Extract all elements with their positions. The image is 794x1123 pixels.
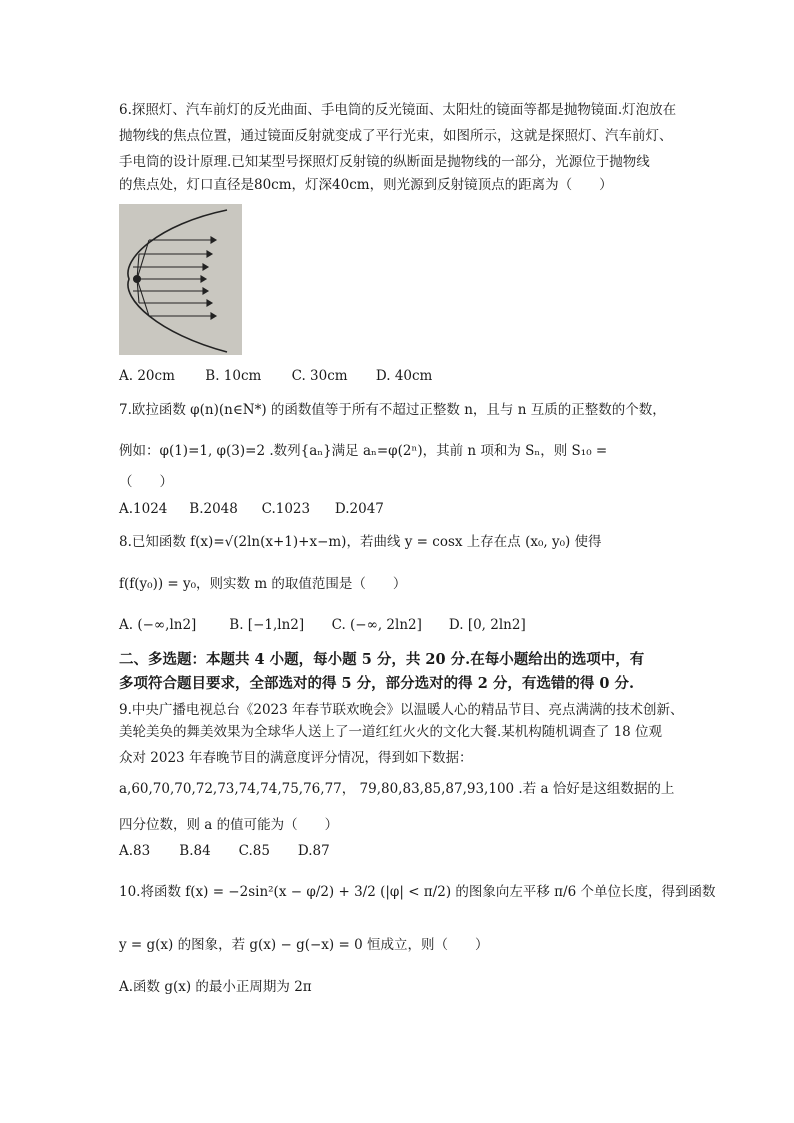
q10-line-2: y = g(x) 的图象，若 g(x) − g(−x) = 0 恒成立，则（ ） xyxy=(119,937,489,953)
q7-option-c[interactable]: C.1023 xyxy=(261,501,311,517)
q6-option-d[interactable]: D. 40cm xyxy=(375,368,433,384)
q9-option-b[interactable]: B.84 xyxy=(179,843,211,859)
q8-option-c[interactable]: C. (−∞, 2ln2] xyxy=(331,617,422,633)
q9-option-d[interactable]: D.87 xyxy=(297,843,330,859)
q9-options xyxy=(119,841,330,861)
q8-line-2: f(f(y₀)) = y₀，则实数 m 的取值范围是（ ） xyxy=(119,576,407,592)
q9-line-3: 众对 2023 年春晚节目的满意度评分情况，得到如下数据： xyxy=(119,750,473,766)
q10-line-1: 10.将函数 f(x) = −2sin²(x − φ/2) + 3/2 (|φ| < π/2) 的图象向左平移 π/6 个单位长度，得到函数 xyxy=(119,884,716,900)
q6-line-4: 的焦点处，灯口直径是80cm，灯深40cm，则光源到反射镜顶点的距离为（ ） xyxy=(119,177,613,193)
q7-line-1: 7.欧拉函数 φ(n)(n∈N*) 的函数值等于所有不超过正整数 n，且与 n 互质的正整数的个数， xyxy=(119,402,666,418)
q6-option-c[interactable]: C. 30cm xyxy=(291,368,348,384)
q7-line-3: （ ） xyxy=(119,474,173,490)
q8-line-1: 8.已知函数 f(x)=√(2ln(x+1)+x−m)，若曲线 y = cosx 上存在点 (x₀, y₀) 使得 xyxy=(119,534,602,550)
q8-option-a[interactable]: A. (−∞,ln2] xyxy=(119,617,197,633)
q8-options xyxy=(119,615,526,635)
q7-options xyxy=(119,499,384,519)
q10-option-a[interactable]: A.函数 g(x) 的最小正周期为 2π xyxy=(119,979,312,995)
q6-options xyxy=(119,366,432,386)
q9-line-1: 9.中央广播电视总台《2023 年春节联欢晚会》以温暖人心的精品节目、亮点满满的技术创新、 xyxy=(119,702,684,718)
parabola-diagram xyxy=(119,204,242,355)
q6-option-b[interactable]: B. 10cm xyxy=(205,368,262,384)
q9-option-a[interactable]: A.83 xyxy=(119,843,151,859)
section-heading-line-1: 二、多选题：本题共 4 小题，每小题 5 分，共 20 分.在每小题给出的选项中，有 xyxy=(119,651,645,668)
q9-line-4: a,60,70,70,72,73,74,74,75,76,77， 79,80,83,85,87,93,100 .若 a 恰好是这组数据的上 xyxy=(119,781,675,797)
q8-option-b[interactable]: B. [−1,ln2] xyxy=(229,617,305,633)
q6-line-2: 抛物线的焦点位置，通过镜面反射就变成了平行光束，如图所示，这就是探照灯、汽车前灯、 xyxy=(119,128,673,144)
q7-option-d[interactable]: D.2047 xyxy=(334,501,384,517)
q7-option-a[interactable]: A.1024 xyxy=(119,501,168,517)
q6-line-1: 6.探照灯、汽车前灯的反光曲面、手电筒的反光镜面、太阳灶的镜面等都是抛物镜面.灯泡放在 xyxy=(119,102,677,118)
section-heading-line-2: 多项符合题目要求，全部选对的得 5 分，部分选对的得 2 分，有选错的得 0 分. xyxy=(119,675,635,692)
q7-option-b[interactable]: B.2048 xyxy=(189,501,238,517)
q9-line-5: 四分位数，则 a 的值可能为（ ） xyxy=(119,817,339,833)
q6-option-a[interactable]: A. 20cm xyxy=(119,368,175,384)
q6-line-3: 手电筒的设计原理.已知某型号探照灯反射镜的纵断面是抛物线的一部分，光源位于抛物线 xyxy=(119,154,650,170)
q8-option-d[interactable]: D. [0, 2ln2] xyxy=(448,617,526,633)
q9-line-2: 美轮美奂的舞美效果为全球华人送上了一道红红火火的文化大餐.某机构随机调查了 18 位观 xyxy=(119,724,663,740)
q9-option-c[interactable]: C.85 xyxy=(238,843,270,859)
parabola-reflector-figure xyxy=(119,204,242,355)
q7-line-2: 例如：φ(1)=1, φ(3)=2 .数列{aₙ}满足 aₙ=φ(2ⁿ)，其前 n 项和为 Sₙ，则 S₁₀ = xyxy=(119,443,608,459)
